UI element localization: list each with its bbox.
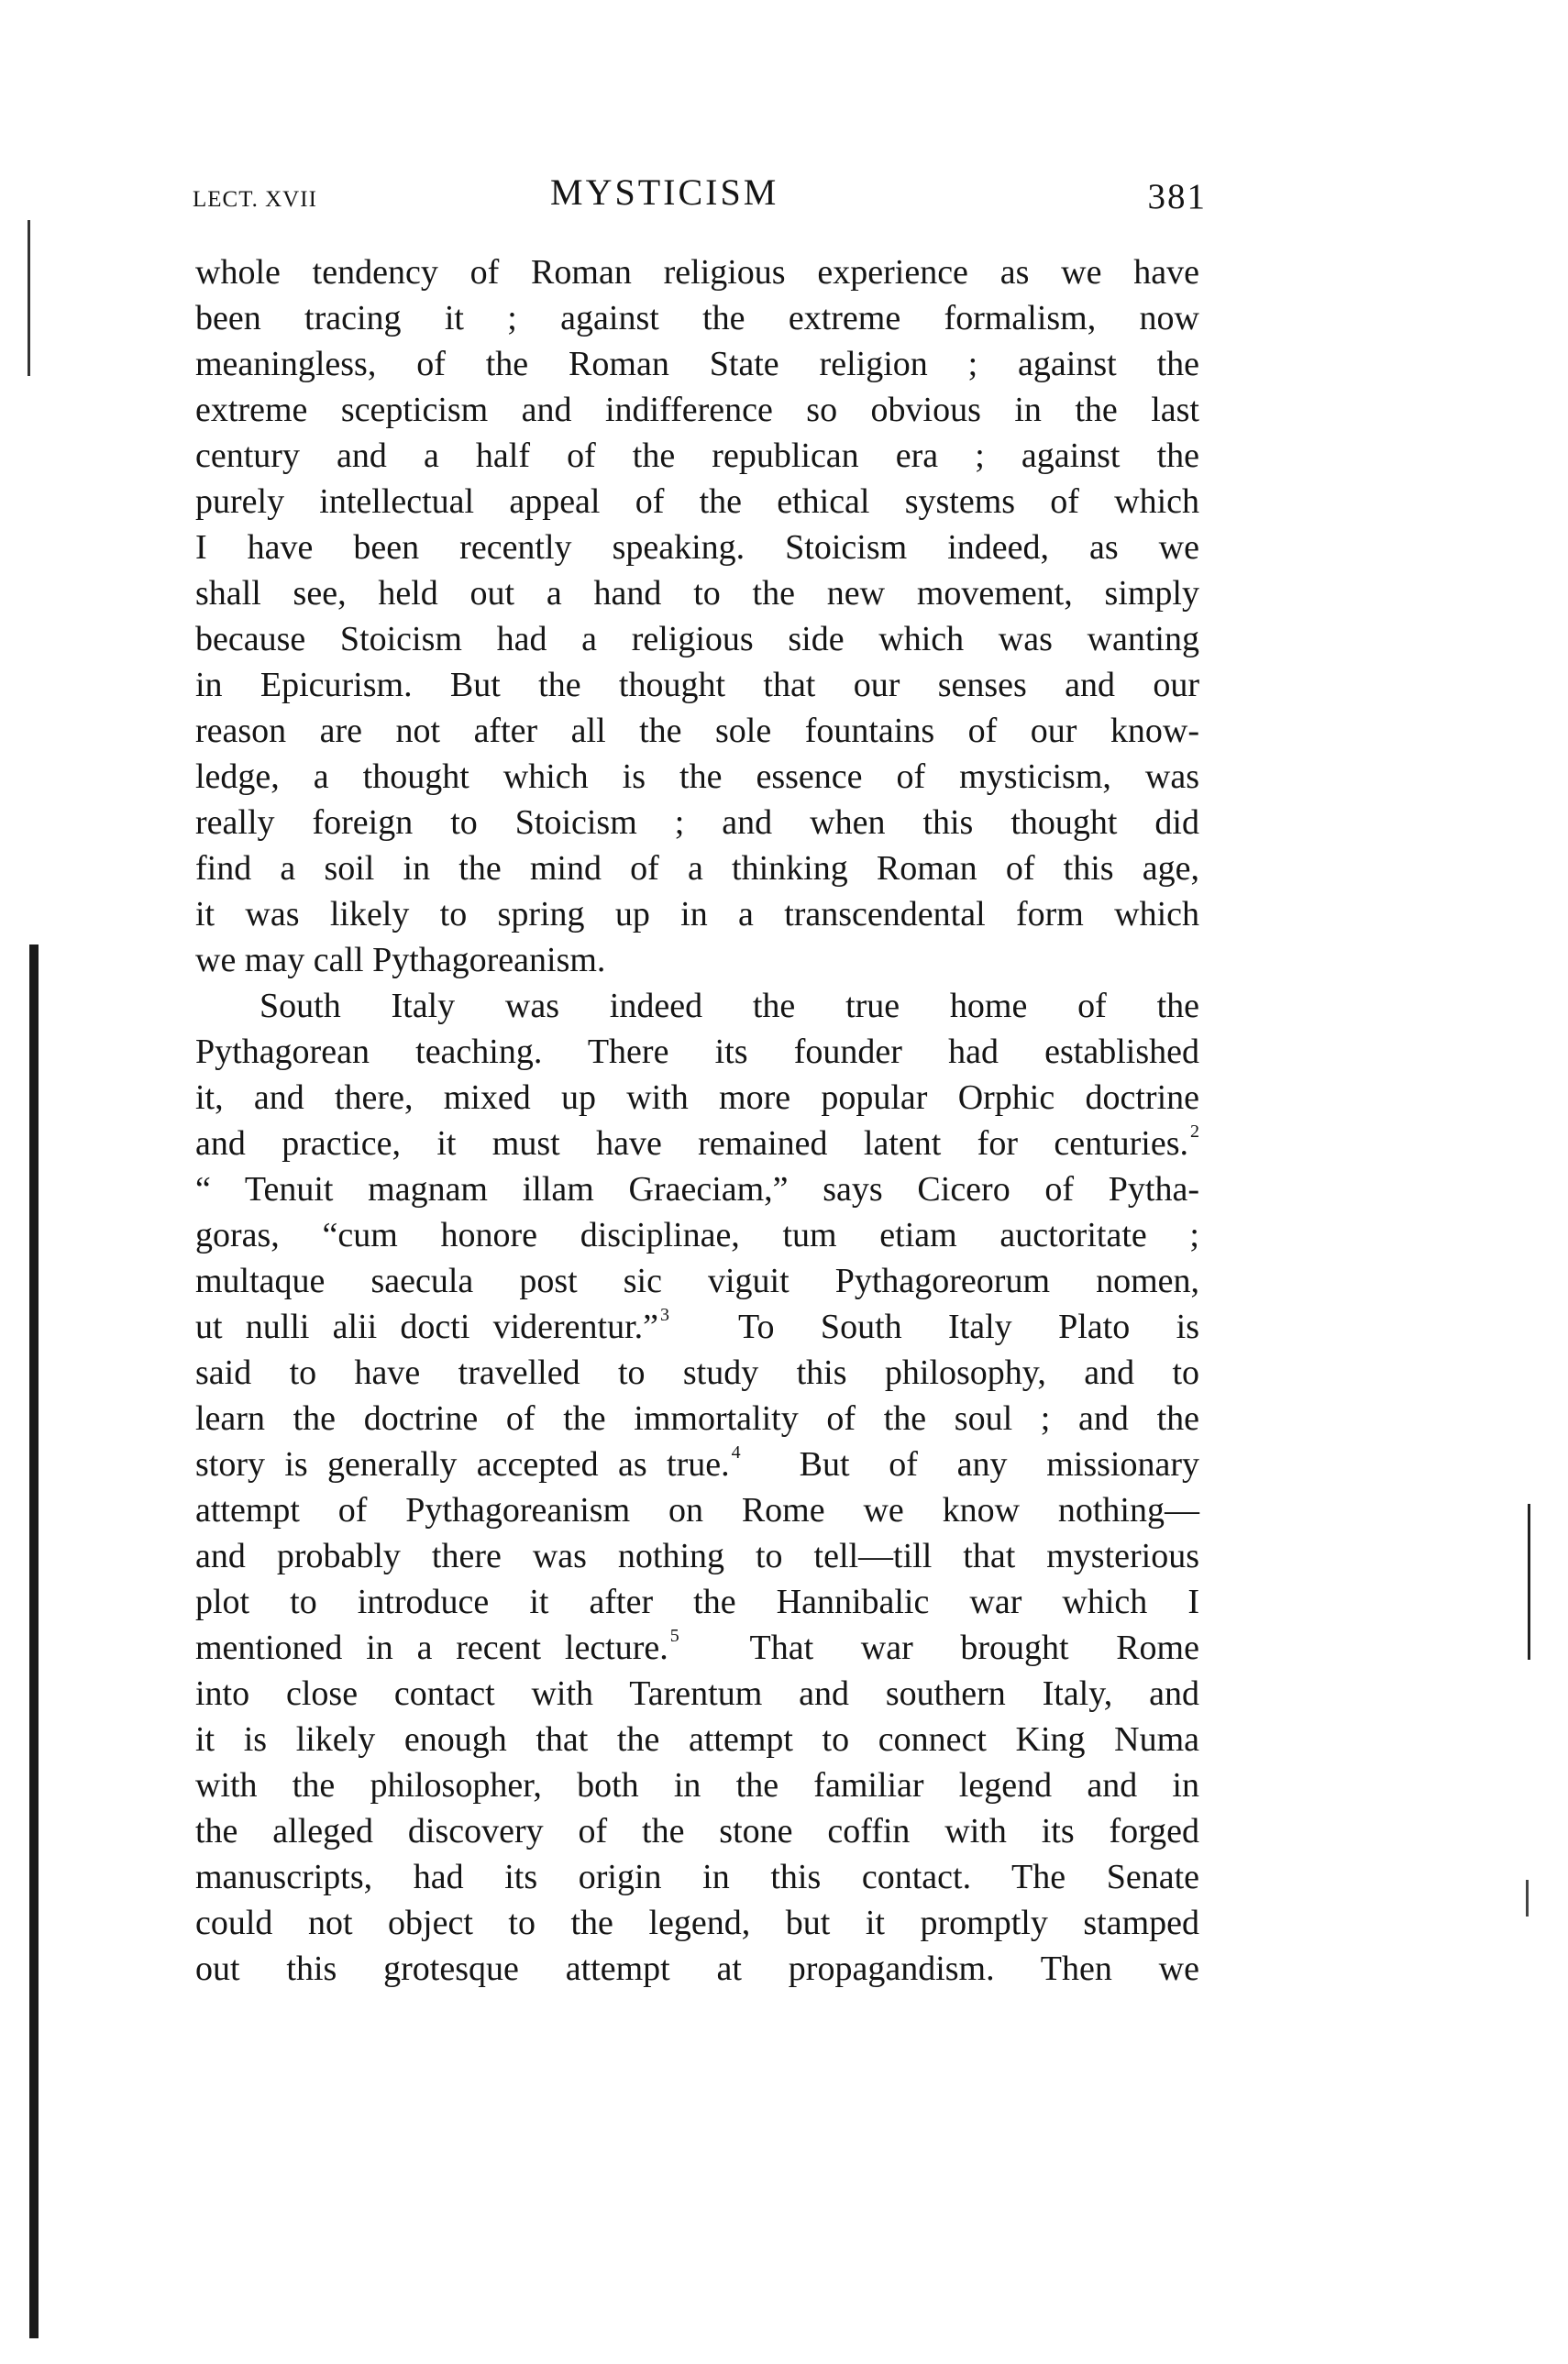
line-text: attempt of Pythagoreanism on Rome we know nothing— (195, 1491, 1199, 1530)
text-line (195, 1625, 1199, 1671)
text-line (195, 983, 1199, 1029)
text-line (195, 1350, 1199, 1396)
page-title: MYSTICISM (550, 171, 779, 213)
text-line (195, 433, 1199, 479)
text-line (195, 891, 1199, 937)
text-line (195, 479, 1199, 525)
text-line (195, 570, 1199, 616)
text-line (195, 845, 1199, 891)
text-line (195, 1212, 1199, 1258)
body-text (195, 249, 1199, 1992)
text-line (195, 525, 1199, 570)
line-text-continued: To South Italy Plato is (669, 1308, 1199, 1346)
text-line (195, 1808, 1199, 1854)
line-text: and practice, it must have remained latent for centuries. (195, 1124, 1188, 1163)
text-line (195, 662, 1199, 708)
line-text: century and a half of the republican era ; against the (195, 436, 1199, 475)
line-text: “ Tenuit magnam illam Graeciam,” says Cicero of Pytha- (195, 1170, 1199, 1209)
text-line (195, 937, 1199, 983)
text-line (195, 1487, 1199, 1533)
line-text: it is likely enough that the attempt to connect King Numa (195, 1720, 1199, 1759)
line-text: purely intellectual appeal of the ethical systems of which (195, 482, 1199, 521)
line-text: meaningless, of the Roman State religion ; against the (195, 345, 1199, 383)
line-text: said to have travelled to study this philosophy, and to (195, 1353, 1199, 1392)
text-line (195, 1533, 1199, 1579)
text-line (195, 1442, 1199, 1487)
line-text: ledge, a thought which is the essence of mysticism, was (195, 757, 1199, 796)
line-text: shall see, held out a hand to the new movement, simply (195, 574, 1199, 613)
line-text: could not object to the legend, but it promptly stamped (195, 1904, 1199, 1942)
line-text: we may call Pythagoreanism. (195, 941, 606, 979)
line-text: mentioned in a recent lecture. (195, 1629, 668, 1667)
line-text: because Stoicism had a religious side which was wanting (195, 620, 1199, 658)
line-text-continued: But of any missionary (740, 1445, 1199, 1484)
lecture-label: LECT. XVII (193, 187, 317, 212)
binding-shadow (29, 944, 39, 2338)
scan-mark-right (1528, 1504, 1530, 1660)
line-text: Pythagorean teaching. There its founder had established (195, 1033, 1199, 1071)
line-text: out this grotesque attempt at propagandism. Then we (195, 1950, 1199, 1988)
text-line (195, 1121, 1199, 1166)
text-line (195, 1671, 1199, 1717)
footnote-ref[interactable]: 2 (1190, 1121, 1199, 1142)
line-text: whole tendency of Roman religious experience as we have (195, 253, 1199, 292)
text-line (195, 754, 1199, 800)
text-line (195, 1304, 1199, 1350)
line-text: manuscripts, had its origin in this contact. The Senate (195, 1858, 1199, 1896)
line-text: multaque saecula post sic viguit Pythagoreorum nomen, (195, 1262, 1199, 1300)
line-text: South Italy was indeed the true home of the (259, 987, 1199, 1025)
line-text: been tracing it ; against the extreme formalism, now (195, 299, 1199, 337)
text-line (195, 249, 1199, 295)
line-text: the alleged discovery of the stone coffin with its forged (195, 1812, 1199, 1850)
line-text: really foreign to Stoicism ; and when this thought did (195, 803, 1199, 842)
text-line (195, 341, 1199, 387)
line-text: with the philosopher, both in the familiar legend and in (195, 1766, 1199, 1805)
running-head (193, 171, 1220, 226)
line-text: into close contact with Tarentum and southern Italy, and (195, 1674, 1199, 1713)
line-text: in Epicurism. But the thought that our senses and our (195, 666, 1199, 704)
text-line (195, 1396, 1199, 1442)
line-text: reason are not after all the sole fountains of our know- (195, 712, 1199, 750)
scan-mark-right-small (1526, 1880, 1529, 1917)
line-text: I have been recently speaking. Stoicism indeed, as we (195, 528, 1199, 567)
line-text: it was likely to spring up in a transcendental form which (195, 895, 1199, 933)
line-text: and probably there was nothing to tell—till that mysterious (195, 1537, 1199, 1575)
text-line (195, 1946, 1199, 1992)
line-text: learn the doctrine of the immortality of the soul ; and the (195, 1399, 1199, 1438)
text-line (195, 1900, 1199, 1946)
text-line (195, 1166, 1199, 1212)
text-line (195, 800, 1199, 845)
page-number: 381 (1147, 177, 1207, 216)
text-line (195, 1258, 1199, 1304)
line-text: extreme scepticism and indifference so obvious in the last (195, 391, 1199, 429)
text-line (195, 1029, 1199, 1075)
text-line (195, 1075, 1199, 1121)
line-text: goras, “cum honore disciplinae, tum etiam auctoritate ; (195, 1216, 1199, 1254)
line-text: ut nulli alii docti viderentur.” (195, 1308, 659, 1346)
text-line (195, 1854, 1199, 1900)
footnote-ref[interactable]: 4 (731, 1442, 741, 1463)
line-text: find a soil in the mind of a thinking Roman of this age, (195, 849, 1199, 888)
binding-shadow-upper (28, 220, 30, 376)
footnote-ref[interactable]: 5 (669, 1626, 679, 1646)
text-line (195, 1717, 1199, 1762)
text-line (195, 295, 1199, 341)
text-line (195, 387, 1199, 433)
text-line (195, 708, 1199, 754)
text-line (195, 1762, 1199, 1808)
line-text: plot to introduce it after the Hannibalic war which I (195, 1583, 1199, 1621)
line-text: it, and there, mixed up with more popular Orphic doctrine (195, 1078, 1199, 1117)
footnote-ref[interactable]: 3 (660, 1305, 670, 1325)
line-text-continued: That war brought Rome (679, 1629, 1199, 1667)
line-text: story is generally accepted as true. (195, 1445, 730, 1484)
text-line (195, 616, 1199, 662)
text-line (195, 1579, 1199, 1625)
